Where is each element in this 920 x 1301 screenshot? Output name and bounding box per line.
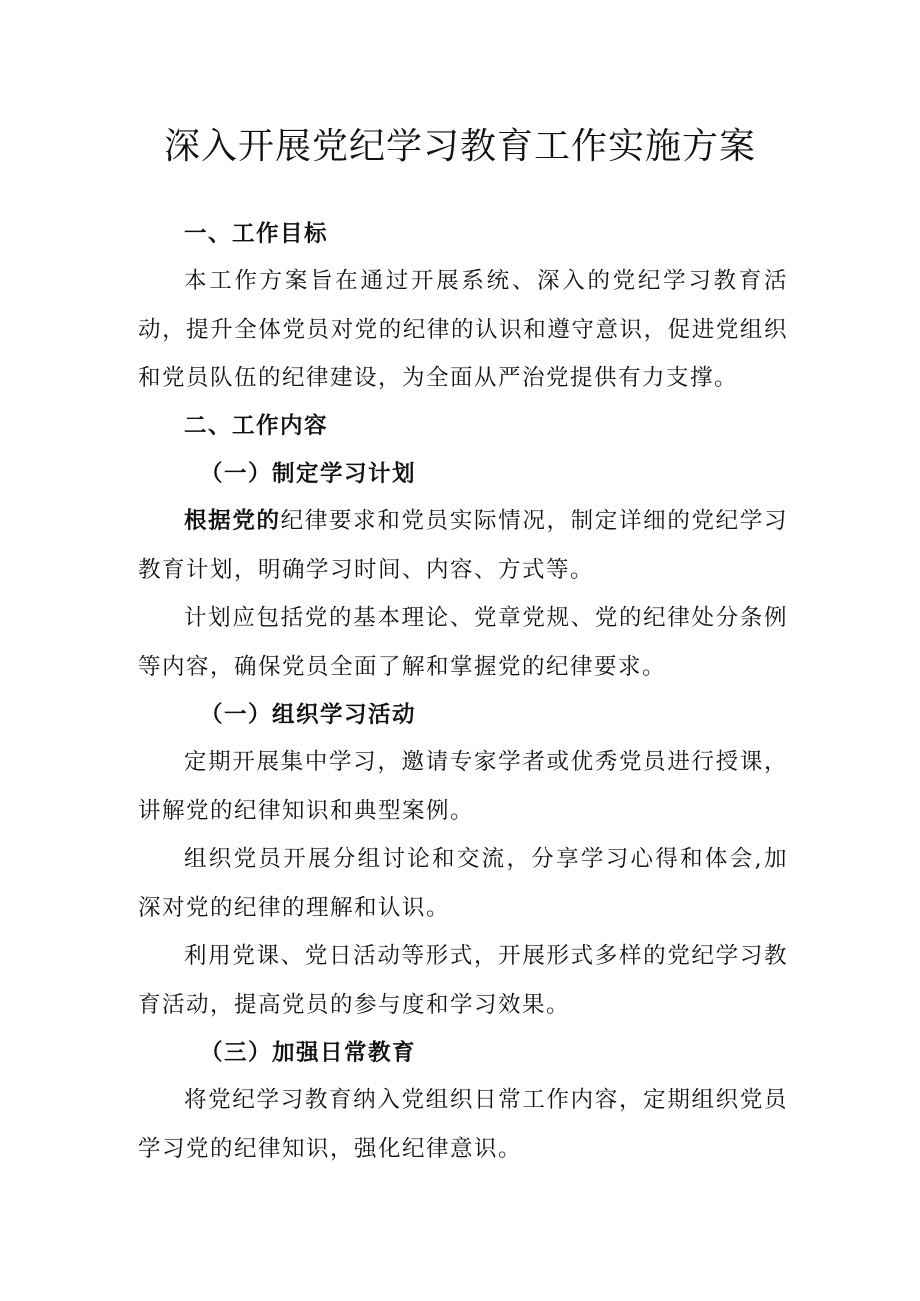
subsection-heading-activities: （一）组织学习活动 xyxy=(200,702,417,728)
activities-paragraph-3: 利用党课、党日活动等形式，开展形式多样的党纪学习教育活动，提高党员的参与度和学习效果。 xyxy=(138,943,788,1018)
subsection-heading-daily: （三）加强日常教育 xyxy=(200,1040,417,1066)
plan-paragraph-1-text: 纪律要求和党员实际情况，制定详细的党纪学习教育计划，明确学习时间、内容、方式等。 xyxy=(138,508,788,583)
plan-paragraph-1 xyxy=(138,497,788,594)
activities-paragraph-1: 定期开展集中学习，邀请专家学者或优秀党员进行授课，讲解党的纪律知识和典型案例。 xyxy=(138,749,788,824)
section-heading-goals: 一、工作目标 xyxy=(184,221,329,247)
subsection-heading-plan: （一）制定学习计划 xyxy=(200,461,417,487)
plan-paragraph-2: 计划应包括党的基本理论、党章党规、党的纪律处分条例等内容，确保党员全面了解和掌握党的纪律要求。 xyxy=(138,605,788,680)
plan-paragraph-1-lead: 根据党的 xyxy=(184,508,281,534)
section-heading-content: 二、工作内容 xyxy=(184,413,329,439)
goals-paragraph: 本工作方案旨在通过开展系统、深入的党纪学习教育活动，提升全体党员对党的纪律的认识和遵守意识，促进党组织和党员队伍的纪律建设，为全面从严治党提供有力支撑。 xyxy=(138,268,788,391)
daily-paragraph-1: 将党纪学习教育纳入党组织日常工作内容，定期组织党员学习党的纪律知识，强化纪律意识。 xyxy=(138,1087,788,1162)
document-title: 深入开展党纪学习教育工作实施方案 xyxy=(163,126,756,167)
activities-paragraph-2: 组织党员开展分组讨论和交流，分享学习心得和体会,加深对党的纪律的理解和认识。 xyxy=(138,846,788,921)
